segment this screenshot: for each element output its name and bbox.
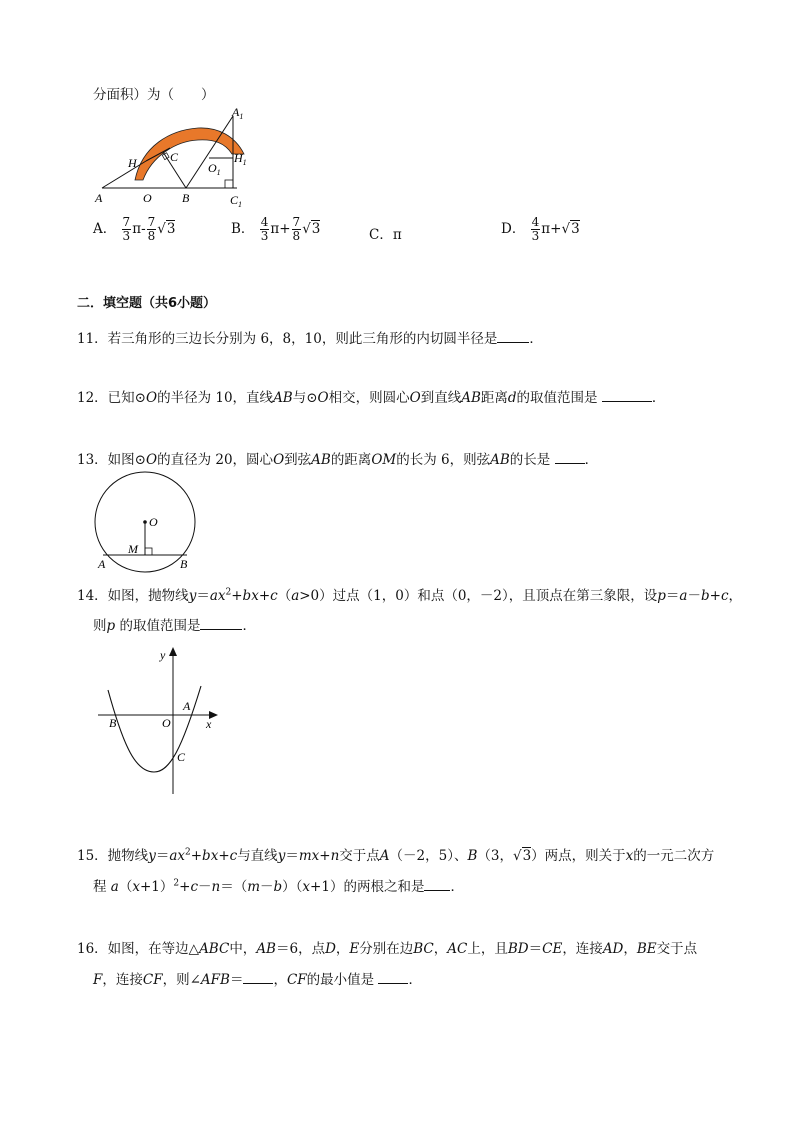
fraction: $\frac{7}{3}$ — [122, 215, 131, 243]
shaded-arc-region — [135, 128, 244, 180]
label-b: B — [180, 557, 188, 571]
q13-figure — [90, 468, 210, 576]
q13: 13．如图⊙O的直径为 20，圆心O到弦AB的距离OM的长为 6，则弦AB的长是 ． — [77, 452, 599, 468]
q10-option-a[interactable]: A． $\frac{7}{3}$ π- $\frac{7}{8}$ √3 — [93, 215, 176, 243]
q15-line2: 程 $a(x+1)^2+c-n=(m-b)(x+1)$的两根之和是 ． — [93, 878, 464, 895]
q16-line1: 16．如图，在等边△ABC中，AB＝6，点D，E分别在边BC，AC上，且BD＝CE，连接AD，BE交于点 — [77, 941, 698, 957]
segment-BA1 — [186, 116, 233, 188]
label-a: A — [98, 557, 106, 571]
q16-line2: F，连接CF，则∠AFB＝ ，CF的最小值是 ． — [93, 972, 422, 988]
q14-line1: 14．如图，抛物线$y=ax^2+bx+c(a>0)$过点（1，0）和点（0，－2），且顶点在第三象限，设p＝a－b+c， — [77, 587, 743, 604]
answer-blank[interactable] — [243, 971, 273, 984]
answer-blank[interactable] — [602, 389, 652, 402]
label-A: A — [95, 191, 103, 205]
section-title: 二．填空题（共6小题） — [77, 296, 217, 311]
label-y: y — [160, 648, 166, 662]
label-H: H — [128, 156, 137, 170]
label-o: O — [149, 515, 158, 529]
fraction: $\frac{4}{3}$ — [260, 215, 269, 243]
answer-blank[interactable] — [424, 878, 450, 891]
q15-line1: 15．抛物线$y=ax^2+bx+c$与直线y＝mx+n交于点A（－2，5）、B（3，√3）两点，则关于x的一元二次方 — [77, 847, 715, 864]
answer-blank[interactable] — [555, 451, 585, 464]
label-A1: $A_1$ — [232, 105, 244, 121]
q12: 12．已知⊙O的半径为 10，直线AB与⊙O相交，则圆心O到直线AB距离d的取值范围是 ． — [77, 390, 666, 406]
q10-tail — [93, 83, 215, 103]
q10-option-b[interactable]: B． $\frac{4}{3}$ π+ $\frac{7}{8}$ √3 — [231, 215, 321, 243]
label-C: C — [170, 150, 179, 164]
q14-figure — [96, 644, 226, 799]
label-O: O — [143, 191, 152, 205]
q10-figure — [90, 104, 260, 212]
label-c: C — [177, 750, 186, 764]
fraction: $\frac{7}{8}$ — [292, 215, 301, 243]
y-axis-arrow — [169, 647, 177, 656]
answer-blank[interactable] — [497, 330, 529, 343]
answer-blank[interactable] — [200, 617, 242, 630]
label-H1: $H_1$ — [234, 151, 247, 167]
answer-blank[interactable] — [378, 971, 408, 984]
label-C1: $C_1$ — [230, 193, 243, 209]
q10-option-c[interactable]: C．π — [369, 227, 402, 243]
label-x: x — [206, 717, 212, 731]
fraction: $\frac{4}{3}$ — [531, 215, 540, 243]
label-B: B — [182, 191, 190, 205]
label-O1: $O_1$ — [208, 161, 221, 177]
q10-option-d[interactable]: D． $\frac{4}{3}$ π+√3 — [501, 215, 580, 243]
q10-tail-text: 分面积）为（ ） — [93, 87, 215, 103]
center-dot — [143, 520, 147, 524]
label-m: M — [128, 542, 138, 556]
label-o: O — [162, 716, 171, 730]
label-b: B — [109, 716, 117, 730]
q11: 11．若三角形的三边长分别为 6，8，10，则此三角形的内切圆半径是 ． — [77, 331, 543, 347]
fraction: $\frac{7}{8}$ — [147, 215, 156, 243]
right-angle-mark — [145, 548, 152, 555]
right-angle-mark — [225, 180, 233, 188]
label-a: A — [183, 699, 191, 713]
q14-line2: 则p 的取值范围是 ． — [93, 618, 256, 634]
